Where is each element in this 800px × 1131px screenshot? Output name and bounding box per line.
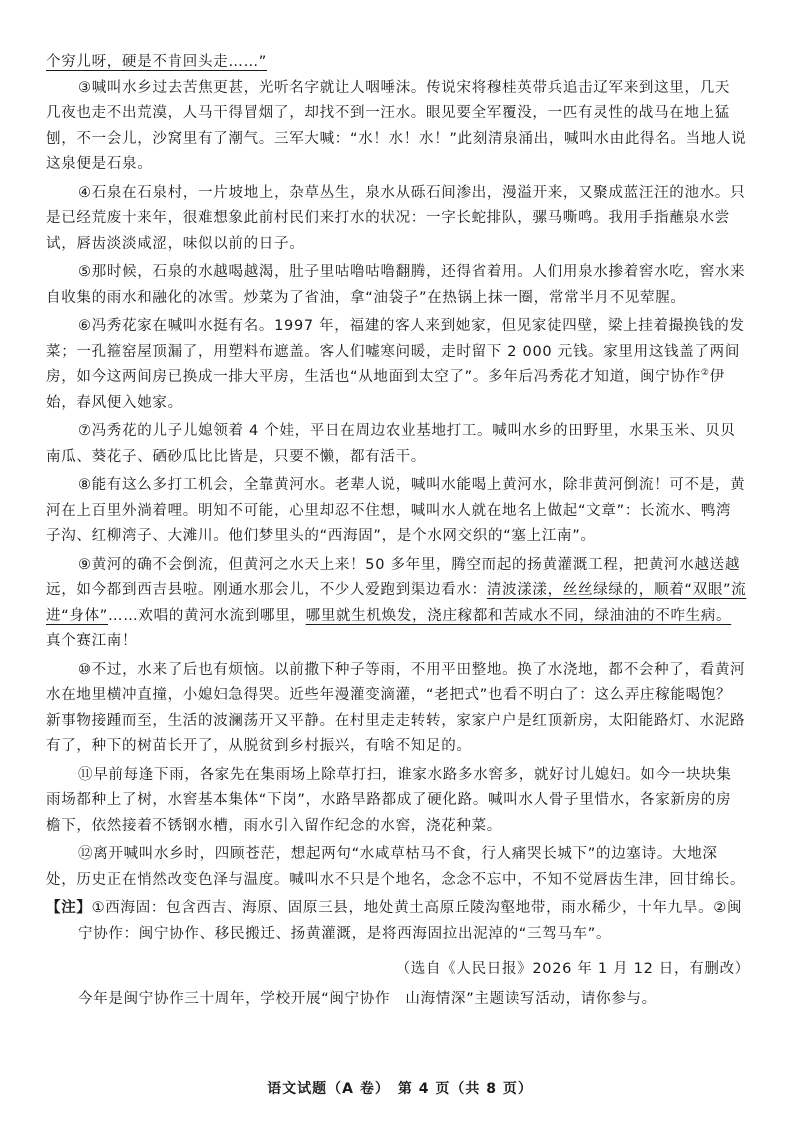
- text-line: 子沟、红柳湾子、大滩川。他们梦里头的“西海固”，是个水网交织的“塞上江南”。: [46, 528, 596, 544]
- note-label: 【注】: [46, 900, 92, 916]
- paragraph-4: [46, 181, 754, 258]
- text-line: 新事物接踵而至，生活的波澜荡开又平静。在村里走走转转，家家户户是红顶新房，太阳能路灯、水泥路: [46, 712, 746, 729]
- footnote-marker: ②: [700, 368, 710, 379]
- text-line: ⑪早前每逢下雨，各家先在集雨场上除草打扫，谁家水路多水窖多，就好讨儿媳妇。如今一块块集: [78, 766, 732, 783]
- text-line: ⑩不过，水来了后也有烦恼。以前撒下种子等雨，不用平田整地。换了水浇地，都不会种了，看黄河: [78, 661, 746, 678]
- underlined-text: 进“身体”: [46, 607, 109, 624]
- text-line: ⑦冯秀花的儿子儿媳领着 4 个娃，平日在周边农业基地打工。喊叫水乡的田野里，水果玉米、贝贝: [78, 423, 736, 439]
- text-span: 远，如今都到西吉县啦。刚通水那会儿，不少人爱跑到渠边看水：: [46, 582, 487, 598]
- text-line: [46, 578, 754, 604]
- text-line: 有了，种下的树苗长开了，从脱贫到乡村振兴，有啥不知足的。: [46, 738, 472, 754]
- text-line: ⑧能有这么多打工机会，全靠黄河水。老辈人说，喊叫水能喝上黄河水，除非黄河倒流！可不是，黄: [78, 477, 746, 493]
- text-line: 檐下，依然接着不锈钢水槽，雨水引入留作纪念的水窖，浇花种菜。: [46, 817, 502, 834]
- text-line: 是已经荒废十来年，很难想象此前村民们来打水的状况：一字长蛇排队，骡马嘶鸣。我用手指蘸泉水尝: [46, 210, 730, 226]
- text-line: [46, 604, 754, 630]
- text-line: 刨，不一会儿，沙窝里有了潮气。三军大喊：“水！水！水！”此刻清泉涌出，喊叫水由此得名。当地人说: [46, 130, 747, 147]
- text-line: ③喊叫水乡过去苦焦更甚，光听名字就让人咽唾沫。传说宋将穆桂英带兵追击辽军来到这里，几天: [78, 79, 731, 96]
- text-line: 真个赛江南！: [46, 633, 138, 649]
- text-line: 宁协作：闽宁协作、移民搬迁、扬黄灌溉，是将西海固拉出泥淖的“三驾马车”。: [78, 925, 612, 942]
- text-line: [46, 896, 754, 922]
- underlined-text: 清波漾漾，丝丝绿绿的，顺着“双眼”流: [486, 582, 747, 598]
- source-citation: （选自《人民日报》2026 年 1 月 12 日，有删改）: [395, 961, 750, 977]
- text-line: 这泉便是石泉。: [46, 156, 153, 172]
- text-line: ④石泉在石泉村，一片坡地上，杂草丛生，泉水从砾石间渗出，漫溢开来，又聚成蓝汪汪的池水。只: [78, 184, 746, 201]
- paragraph-3: [46, 76, 754, 178]
- text-line: 水在地里横冲直撞，小媳妇急得哭。近些年漫灌变滴灌，“老把式”也看不明白了：这么弄庄稼能喝饱？: [46, 687, 732, 703]
- text-span: ……欢唱的黄河水流到哪里，: [108, 607, 306, 624]
- underlined-text: 哪里就生机焕发，浇庄稼都和苦咸水不同，绿油油的不咋生病。: [305, 607, 732, 624]
- task-intro: 今年是闽宁协作三十周年，学校开展“闽宁协作 山海情深”主题读写活动，请你参与。: [78, 990, 657, 1007]
- paragraph-6: [46, 314, 754, 416]
- text-line: 雨场都种上了树，水窖基本集体“下岗”，水路旱路都成了硬化路。喊叫水人骨子里惜水，各家新房的房: [46, 792, 732, 808]
- text-line: ⑫离开喊叫水乡时，四顾苍茫，想起两句“水咸草枯马不食，行人痛哭长城下”的边塞诗。大地深: [78, 846, 718, 862]
- text-line: ⑥冯秀花家在喊叫水挺有名。1997 年，福建的客人来到她家，但见家徒四壁，梁上挂着撮换钱的发: [78, 318, 745, 334]
- text-line: ⑨黄河的确不会倒流，但黄河之水天上来！50 多年里，腾空而起的扬黄灌溉工程，把黄河水越送越: [78, 556, 741, 573]
- paragraph-5: [46, 260, 754, 311]
- paragraph-11: [46, 763, 754, 840]
- text-line: 河在上百里外淌着哩。明知不可能，心里却忍不住想，喊叫水人就在地名上做起“文章”：长流水、鸭湾: [46, 502, 732, 519]
- text-line-with-footnote: [46, 365, 754, 391]
- text-line: 处，历史正在悄然改变色泽与温度。喊叫水不只是个地名，念念不忘中，不知不觉唇齿生津，回甘绵长。: [46, 871, 746, 888]
- text-line: ⑤那时候，石泉的水越喝越渴，肚子里咕噜咕噜翻腾，还得省着用。人们用泉水掺着窖水吃，窖水来: [78, 264, 746, 280]
- text-line: 南瓜、葵花子、硒砂瓜比比皆是，只要不懒，都有活干。: [46, 448, 426, 465]
- text-line: 始，春风便入她家。: [46, 394, 183, 411]
- text-line: 试，唇齿淡淡咸涩，味似以前的日子。: [46, 235, 305, 252]
- footnotes: [46, 896, 754, 947]
- paragraph-10: [46, 658, 754, 760]
- text-span: ①西海固：包含西吉、海原、固原三县，地处黄土高原丘陵沟壑地带，雨水稀少，十年九旱。②闽: [91, 900, 743, 916]
- text-line: 自收集的雨水和融化的冰雪。炒菜为了省油，拿“油袋子”在热锅上抹一圈，常常半月不见荤腥。: [46, 289, 686, 306]
- paragraph-12: [46, 842, 754, 893]
- text-span: 伊: [709, 369, 725, 385]
- paragraph-8: [46, 473, 754, 550]
- paragraph-9: [46, 553, 754, 655]
- text-span: 房，如今这两间房已换成一排大平房，生活也“从地面到太空了”。多年后冯秀花才知道，闽宁协作: [46, 369, 701, 385]
- text-line: 菜；一孔箍窑屋顶漏了，用塑料布遮盖。客人们嘘寒问暖，走时留下 2 000 元钱。家里用这钱盖了两间: [46, 343, 741, 360]
- page-footer: 语文试题（A 卷） 第 4 页（共 8 页）: [267, 1081, 533, 1097]
- continuation-line: 个穷儿呀，硬是不肯回头走……”: [46, 54, 268, 70]
- text-line: 几夜也走不出荒漠，人马干得冒烟了，却找不到一汪水。眼见要全军覆没，一匹有灵性的战马在地上猛: [46, 105, 730, 121]
- paragraph-7: [46, 419, 754, 470]
